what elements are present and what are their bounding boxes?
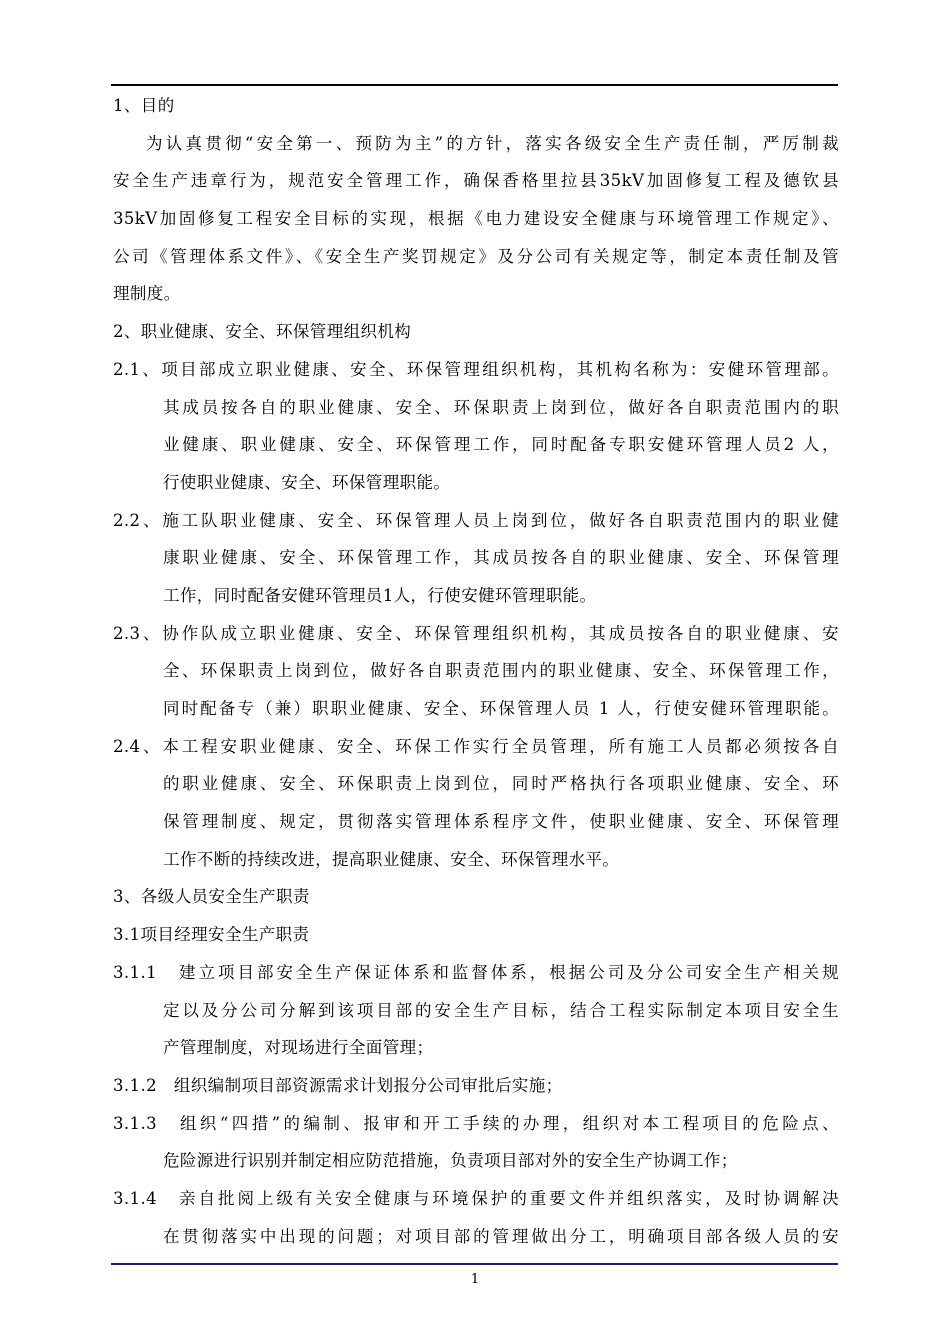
text-line: 3.1.4 亲自批阅上级有关安全健康与环境保护的重要文件并组织落实，及时协调解决 — [113, 1188, 839, 1208]
footer-rule — [111, 1263, 838, 1265]
text-line: 同时配备专（兼）职职业健康、安全、环保管理人员 1 人，行使安健环管理职能。 — [163, 699, 839, 718]
text-line: 工作，同时配备安健环管理员1人，行使安健环管理职能。 — [163, 585, 597, 605]
text-line: 公司《管理体系文件》、《安全生产奖罚规定》及分公司有关规定等，制定本责任制及管 — [113, 246, 839, 266]
text-line: 工作不断的持续改进，提高职业健康、安全、环保管理水平。 — [163, 849, 620, 869]
text-line: 3.1.2 组织编制项目部资源需求计划报分公司审批后实施； — [113, 1075, 563, 1095]
text-line: 康职业健康、安全、环保管理工作，其成员按各自的职业健康、安全、环保管理 — [163, 548, 839, 568]
text-line: 为认真贯彻“安全第一、预防为主”的方针，落实各级安全生产责任制，严厉制裁 — [146, 133, 839, 153]
text-line: 定以及分公司分解到该项目部的安全生产目标，结合工程实际制定本项目安全生 — [163, 1000, 839, 1020]
text-line: 危险源进行识别并制定相应防范措施，负责项目部对外的安全生产协调工作； — [163, 1151, 738, 1171]
header-rule — [111, 84, 838, 86]
text-line: 2、职业健康、安全、环保管理组织机构 — [113, 322, 412, 342]
text-line: 1、目的 — [113, 96, 175, 115]
text-line: 2.2、施工队职业健康、安全、环保管理人员上岗到位，做好各自职责范围内的职业健 — [113, 510, 839, 530]
text-line: 2.4、本工程安职业健康、安全、环保工作实行全员管理，所有施工人员都必须按各自 — [113, 736, 839, 756]
page-number: 1 — [470, 1272, 480, 1287]
text-line: 的职业健康、安全、环保职责上岗到位，同时严格执行各项职业健康、安全、环 — [163, 774, 839, 794]
text-line: 业健康、职业健康、安全、环保管理工作，同时配备专职安健环管理人员2 人， — [163, 435, 839, 455]
text-line: 安全生产违章行为，规范安全管理工作，确保香格里拉县35kV加固修复工程及德钦县 — [113, 171, 839, 191]
text-line: 全、环保职责上岗到位，做好各自职责范围内的职业健康、安全、环保管理工作， — [163, 661, 839, 681]
text-line: 3.1项目经理安全生产职责 — [113, 925, 310, 945]
document-body — [113, 87, 839, 1255]
text-line: 保管理制度、规定，贯彻落实管理体系程序文件，使职业健康、安全、环保管理 — [163, 812, 839, 832]
text-line: 理制度。 — [113, 284, 181, 304]
text-line: 在贯彻落实中出现的问题；对项目部的管理做出分工，明确项目部各级人员的安 — [163, 1226, 839, 1246]
text-line: 产管理制度，对现场进行全面管理； — [163, 1038, 434, 1058]
text-line: 3.1.3 组织“四措”的编制、报审和开工手续的办理，组织对本工程项目的危险点、 — [113, 1113, 839, 1133]
text-line: 35kV加固修复工程安全目标的实现，根据《电力建设安全健康与环境管理工作规定》、 — [113, 209, 839, 229]
text-line: 行使职业健康、安全、环保管理职能。 — [163, 472, 451, 492]
text-line: 其成员按各自的职业健康、安全、环保职责上岗到位，做好各自职责范围内的职 — [163, 397, 839, 417]
text-line: 2.3、协作队成立职业健康、安全、环保管理组织机构，其成员按各自的职业健康、安 — [113, 623, 839, 643]
text-line: 3、各级人员安全生产职责 — [113, 887, 310, 907]
text-line: 3.1.1 建立项目部安全生产保证体系和监督体系，根据公司及分公司安全生产相关规 — [113, 962, 839, 982]
text-line: 2.1、项目部成立职业健康、安全、环保管理组织机构，其机构名称为：安健环管理部。 — [113, 359, 839, 379]
